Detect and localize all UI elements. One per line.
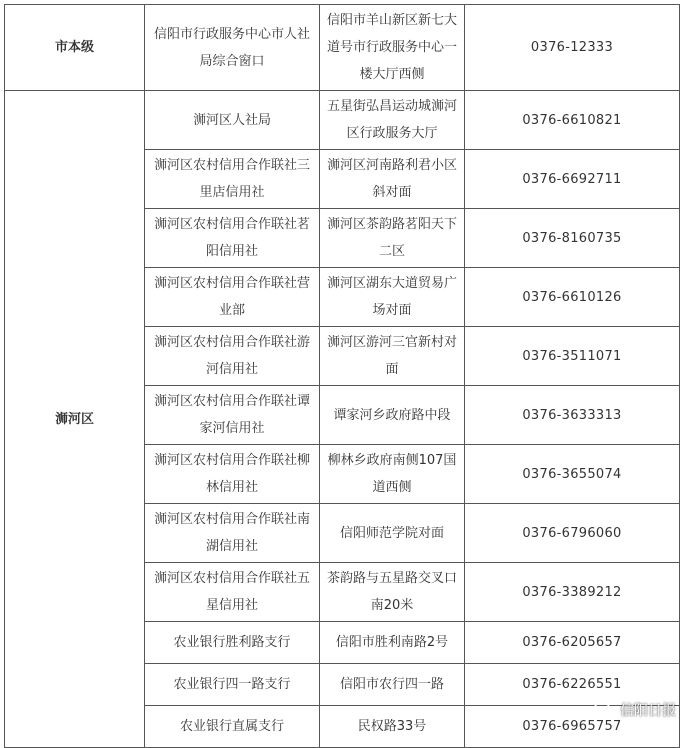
outlet-name-cell: 浉河区农村信用合作联社营业部: [145, 268, 320, 327]
address-cell: 茶韵路与五星路交叉口南20米: [320, 563, 465, 622]
table-row: [5, 5, 680, 91]
district-cell: 市本级: [5, 5, 145, 91]
outlet-name-cell: 浉河区农村信用合作联社三里店信用社: [145, 150, 320, 209]
district-cell: 浉河区: [5, 91, 145, 748]
phone-cell: 0376-6205657: [465, 622, 680, 664]
address-cell: 信阳市胜利南路2号: [320, 622, 465, 664]
address-cell: 信阳市羊山新区新七大道号市行政服务中心一楼大厅西侧: [320, 5, 465, 91]
wechat-icon: [594, 701, 616, 719]
phone-cell: 0376-6692711: [465, 150, 680, 209]
phone-cell: 0376-12333: [465, 5, 680, 91]
service-outlet-table: [4, 4, 680, 748]
watermark: [594, 700, 676, 720]
address-cell: 谭家河乡政府路中段: [320, 386, 465, 445]
outlet-name-cell: 农业银行四一路支行: [145, 664, 320, 706]
outlet-name-cell: 农业银行胜利路支行: [145, 622, 320, 664]
phone-cell: 0376-6610126: [465, 268, 680, 327]
outlet-name-cell: 浉河区农村信用合作联社谭家河信用社: [145, 386, 320, 445]
phone-cell: 0376-6610821: [465, 91, 680, 150]
table-row: [5, 91, 680, 150]
outlet-name-cell: 浉河区农村信用合作联社南湖信用社: [145, 504, 320, 563]
address-cell: 信阳师范学院对面: [320, 504, 465, 563]
address-cell: 浉河区湖东大道贸易广场对面: [320, 268, 465, 327]
address-cell: 柳林乡政府南侧107国道西侧: [320, 445, 465, 504]
address-cell: 五星街弘昌运动城浉河区行政服务大厅: [320, 91, 465, 150]
outlet-name-cell: 浉河区农村信用合作联社五星信用社: [145, 563, 320, 622]
outlet-name-cell: 浉河区农村信用合作联社茗阳信用社: [145, 209, 320, 268]
phone-cell: 0376-3389212: [465, 563, 680, 622]
phone-cell: 0376-3511071: [465, 327, 680, 386]
phone-cell: 0376-3633313: [465, 386, 680, 445]
phone-cell: 0376-3655074: [465, 445, 680, 504]
address-cell: 信阳市农行四一路: [320, 664, 465, 706]
table-body: [5, 5, 680, 748]
outlet-name-cell: 浉河区人社局: [145, 91, 320, 150]
address-cell: 浉河区河南路利君小区斜对面: [320, 150, 465, 209]
phone-cell: 0376-6796060: [465, 504, 680, 563]
phone-cell: 0376-8160735: [465, 209, 680, 268]
outlet-name-cell: 浉河区农村信用合作联社柳林信用社: [145, 445, 320, 504]
phone-cell: 0376-6226551: [465, 664, 680, 706]
outlet-name-cell: 浉河区农村信用合作联社游河信用社: [145, 327, 320, 386]
phone-cell: 0376-6965757: [465, 706, 680, 748]
watermark-text: 信阳日报: [620, 703, 676, 719]
address-cell: 浉河区游河三官新村对面: [320, 327, 465, 386]
address-cell: 浉河区茶韵路茗阳天下二区: [320, 209, 465, 268]
outlet-name-cell: 信阳市行政服务中心市人社局综合窗口: [145, 5, 320, 91]
outlet-name-cell: 农业银行直属支行: [145, 706, 320, 748]
address-cell: 民权路33号: [320, 706, 465, 748]
